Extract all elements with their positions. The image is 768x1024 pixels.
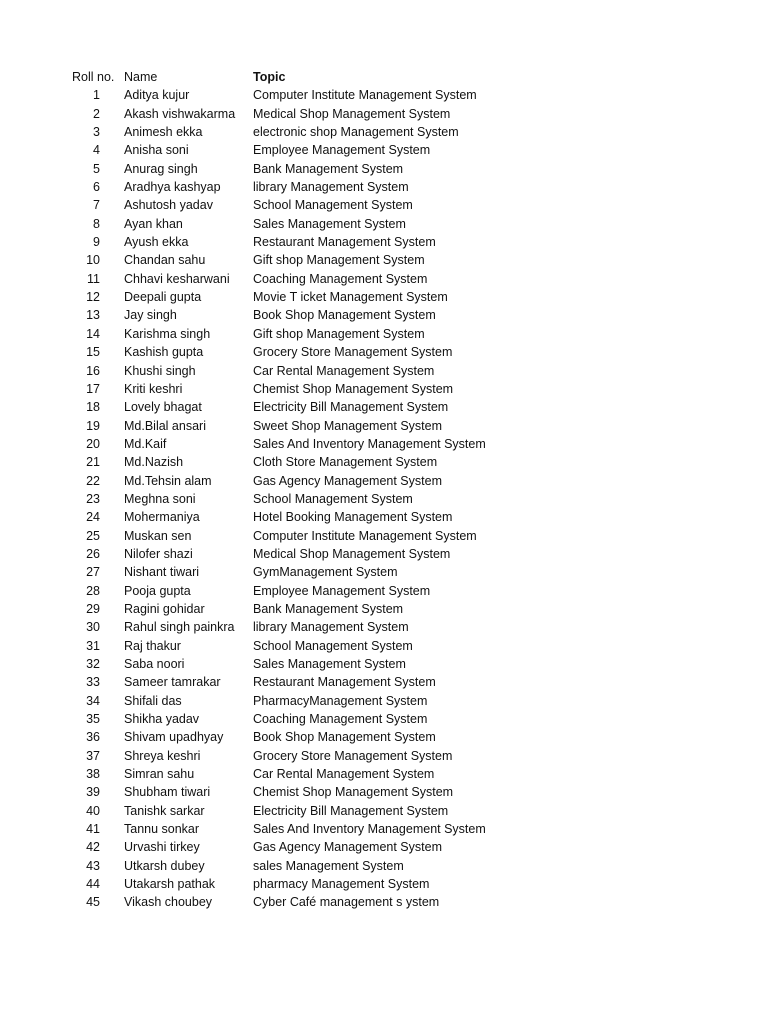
project-topic-cell: Employee Management System: [253, 143, 431, 158]
roll-number-cell: 37: [86, 748, 100, 763]
student-name-cell: Karishma singh: [124, 326, 211, 341]
student-name-cell: Shivam upadhyay: [124, 730, 224, 745]
project-topic-cell: Car Rental Management System: [253, 363, 435, 378]
project-topic-cell: Gift shop Management System: [253, 253, 425, 268]
table-row: [0, 105, 768, 123]
student-name-cell: Ayan khan: [124, 216, 183, 231]
table-header-row: [0, 68, 768, 86]
student-name-cell: Shikha yadav: [124, 712, 200, 727]
student-name-cell: Ayush ekka: [124, 235, 189, 250]
table-row: [0, 86, 768, 104]
project-topic-cell: Restaurant Management System: [253, 675, 436, 690]
table-row: [0, 215, 768, 233]
project-topic-cell: Chemist Shop Management System: [253, 785, 454, 800]
project-topic-cell: pharmacy Management System: [253, 877, 430, 892]
project-topic-cell: library Management System: [253, 620, 409, 635]
table-row: [0, 527, 768, 545]
roll-number-cell: 24: [86, 510, 100, 525]
roll-number-cell: 3: [93, 125, 100, 140]
table-row: [0, 673, 768, 691]
project-topic-cell: PharmacyManagement System: [253, 693, 428, 708]
table-row: [0, 288, 768, 306]
table-row: [0, 251, 768, 269]
table-row: [0, 783, 768, 801]
student-name-cell: Deepali gupta: [124, 290, 202, 305]
roll-number-cell: 25: [86, 528, 100, 543]
project-topic-cell: Grocery Store Management System: [253, 345, 453, 360]
table-row: [0, 435, 768, 453]
table-row: [0, 472, 768, 490]
student-name-cell: Anurag singh: [124, 161, 198, 176]
table-row: [0, 893, 768, 911]
table-row: [0, 141, 768, 159]
roll-number-cell: 2: [93, 106, 100, 121]
project-topic-cell: GymManagement System: [253, 565, 398, 580]
topic-table: [0, 68, 768, 912]
project-topic-cell: library Management System: [253, 180, 409, 195]
table-row: [0, 508, 768, 526]
roll-number-cell: 30: [86, 620, 100, 635]
student-name-cell: Chandan sahu: [124, 253, 206, 268]
table-row: [0, 802, 768, 820]
roll-number-cell: 9: [93, 235, 100, 250]
project-topic-cell: Electricity Bill Management System: [253, 400, 449, 415]
student-name-cell: Kriti keshri: [124, 381, 183, 396]
roll-number-cell: 21: [86, 455, 100, 470]
student-name-cell: Shubham tiwari: [124, 785, 211, 800]
roll-number-cell: 36: [86, 730, 100, 745]
student-name-cell: Lovely bhagat: [124, 400, 202, 415]
student-name-cell: Urvashi tirkey: [124, 840, 200, 855]
roll-number-cell: 27: [86, 565, 100, 580]
project-topic-cell: School Management System: [253, 491, 413, 506]
project-topic-cell: sales Management System: [253, 858, 404, 873]
student-name-cell: Chhavi kesharwani: [124, 271, 230, 286]
project-topic-cell: Book Shop Management System: [253, 308, 436, 323]
roll-number-cell: 45: [86, 895, 100, 910]
table-row: [0, 417, 768, 435]
project-topic-cell: School Management System: [253, 198, 413, 213]
project-topic-cell: Sales Management System: [253, 216, 406, 231]
project-topic-cell: Coaching Management System: [253, 712, 428, 727]
roll-number-cell: 34: [86, 693, 100, 708]
project-topic-cell: Cloth Store Management System: [253, 455, 438, 470]
project-topic-cell: Grocery Store Management System: [253, 748, 453, 763]
student-name-cell: Kashish gupta: [124, 345, 204, 360]
project-topic-cell: Computer Institute Management System: [253, 88, 477, 103]
roll-number-cell: 23: [86, 491, 100, 506]
student-name-cell: Akash vishwakarma: [124, 106, 236, 121]
roll-number-cell: 22: [86, 473, 100, 488]
student-name-cell: Md.Nazish: [124, 455, 184, 470]
roll-number-cell: 16: [86, 363, 100, 378]
roll-number-cell: 1: [93, 88, 100, 103]
table-row: [0, 398, 768, 416]
student-name-cell: Utakarsh pathak: [124, 877, 216, 892]
table-row: [0, 453, 768, 471]
table-row: [0, 160, 768, 178]
roll-number-cell: 14: [86, 326, 100, 341]
student-name-cell: Aradhya kashyap: [124, 180, 221, 195]
roll-number-cell: 26: [86, 546, 100, 561]
table-row: [0, 618, 768, 636]
project-topic-cell: Bank Management System: [253, 601, 404, 616]
table-row: [0, 233, 768, 251]
roll-number-cell: 6: [93, 180, 100, 195]
table-row: [0, 728, 768, 746]
roll-number-cell: 35: [86, 712, 100, 727]
student-name-cell: Shifali das: [124, 693, 182, 708]
table-row: [0, 857, 768, 875]
table-row: [0, 380, 768, 398]
project-topic-cell: Movie T icket Management System: [253, 290, 448, 305]
table-row: [0, 765, 768, 783]
roll-number-cell: 32: [86, 657, 100, 671]
student-name-cell: Md.Kaif: [124, 436, 167, 451]
roll-number-cell: 31: [86, 638, 100, 653]
table-row: [0, 325, 768, 343]
project-topic-cell: Cyber Café management s ystem: [253, 895, 440, 910]
roll-number-cell: 20: [86, 436, 100, 451]
table-row: [0, 600, 768, 618]
table-row: [0, 582, 768, 600]
table-row: [0, 490, 768, 508]
table-row: [0, 362, 768, 380]
header-topic: Topic: [253, 70, 286, 84]
project-topic-cell: Medical Shop Management System: [253, 546, 451, 561]
header-roll-no: Roll no.: [72, 70, 115, 84]
roll-number-cell: 11: [87, 271, 100, 286]
project-topic-cell: Car Rental Management System: [253, 767, 435, 782]
roll-number-cell: 28: [86, 583, 100, 598]
table-body: [0, 86, 768, 911]
student-name-cell: Md.Tehsin alam: [124, 473, 212, 488]
project-topic-cell: Gift shop Management System: [253, 326, 425, 341]
project-topic-cell: School Management System: [253, 638, 413, 653]
roll-number-cell: 40: [86, 803, 100, 818]
roll-number-cell: 7: [93, 198, 100, 213]
project-topic-cell: Medical Shop Management System: [253, 106, 451, 121]
roll-number-cell: 4: [93, 143, 100, 158]
roll-number-cell: 39: [86, 785, 100, 800]
student-name-cell: Jay singh: [124, 308, 177, 323]
roll-number-cell: 13: [86, 308, 100, 323]
project-topic-cell: Gas Agency Management System: [253, 840, 442, 855]
student-name-cell: Saba noori: [124, 657, 185, 671]
student-name-cell: Ragini gohidar: [124, 601, 205, 616]
roll-number-cell: 8: [93, 216, 100, 231]
table-row: [0, 747, 768, 765]
student-name-cell: Mohermaniya: [124, 510, 200, 525]
student-name-cell: Sameer tamrakar: [124, 675, 221, 690]
project-topic-cell: Computer Institute Management System: [253, 528, 477, 543]
student-name-cell: Nilofer shazi: [124, 546, 193, 561]
table-row: [0, 196, 768, 214]
project-topic-cell: electronic shop Management System: [253, 125, 459, 140]
project-topic-cell: Employee Management System: [253, 583, 431, 598]
project-topic-cell: Book Shop Management System: [253, 730, 436, 745]
student-name-cell: Pooja gupta: [124, 583, 191, 598]
roll-number-cell: 44: [86, 877, 100, 892]
table-row: [0, 875, 768, 893]
table-row: [0, 270, 768, 288]
table-row: [0, 178, 768, 196]
table-row: [0, 692, 768, 710]
roll-number-cell: 29: [86, 601, 100, 616]
student-name-cell: Ashutosh yadav: [124, 198, 213, 213]
student-name-cell: Vikash choubey: [124, 895, 213, 910]
project-topic-cell: Sales Management System: [253, 657, 406, 671]
student-name-cell: Anisha soni: [124, 143, 189, 158]
table-row: [0, 710, 768, 728]
student-name-cell: Tannu sonkar: [124, 822, 200, 837]
roll-number-cell: 18: [86, 400, 100, 415]
roll-number-cell: 42: [86, 840, 100, 855]
project-topic-cell: Chemist Shop Management System: [253, 381, 454, 396]
project-topic-cell: Gas Agency Management System: [253, 473, 442, 488]
project-topic-cell: Sweet Shop Management System: [253, 418, 442, 433]
roll-number-cell: 10: [86, 253, 100, 268]
student-name-cell: Rahul singh painkra: [124, 620, 235, 635]
student-name-cell: Aditya kujur: [124, 88, 190, 103]
student-name-cell: Khushi singh: [124, 363, 196, 378]
project-topic-cell: Coaching Management System: [253, 271, 428, 286]
roll-number-cell: 33: [86, 675, 100, 690]
table-row: [0, 123, 768, 141]
student-name-cell: Tanishk sarkar: [124, 803, 205, 818]
table-row: [0, 655, 768, 673]
roll-number-cell: 12: [86, 290, 100, 305]
table-row: [0, 838, 768, 856]
student-name-cell: Nishant tiwari: [124, 565, 200, 580]
student-name-cell: Muskan sen: [124, 528, 192, 543]
student-name-cell: Md.Bilal ansari: [124, 418, 206, 433]
project-topic-cell: Sales And Inventory Management System: [253, 822, 486, 837]
student-name-cell: Utkarsh dubey: [124, 858, 205, 873]
student-name-cell: Meghna soni: [124, 491, 196, 506]
roll-number-cell: 41: [86, 822, 100, 837]
student-name-cell: Shreya keshri: [124, 748, 201, 763]
project-topic-cell: Restaurant Management System: [253, 235, 436, 250]
roll-number-cell: 38: [86, 767, 100, 782]
project-topic-cell: Hotel Booking Management System: [253, 510, 453, 525]
student-name-cell: Animesh ekka: [124, 125, 203, 140]
table-row: [0, 343, 768, 361]
student-name-cell: Simran sahu: [124, 767, 195, 782]
project-topic-cell: Bank Management System: [253, 161, 404, 176]
header-name: Name: [124, 70, 158, 84]
project-topic-cell: Electricity Bill Management System: [253, 803, 449, 818]
table-row: [0, 306, 768, 324]
table-row: [0, 563, 768, 581]
table-row: [0, 637, 768, 655]
roll-number-cell: 43: [86, 858, 100, 873]
roll-number-cell: 19: [86, 418, 100, 433]
table-row: [0, 820, 768, 838]
roll-number-cell: 17: [86, 381, 100, 396]
student-name-cell: Raj thakur: [124, 638, 181, 653]
roll-number-cell: 15: [86, 345, 100, 360]
roll-number-cell: 5: [93, 161, 100, 176]
project-topic-cell: Sales And Inventory Management System: [253, 436, 486, 451]
table-row: [0, 545, 768, 563]
